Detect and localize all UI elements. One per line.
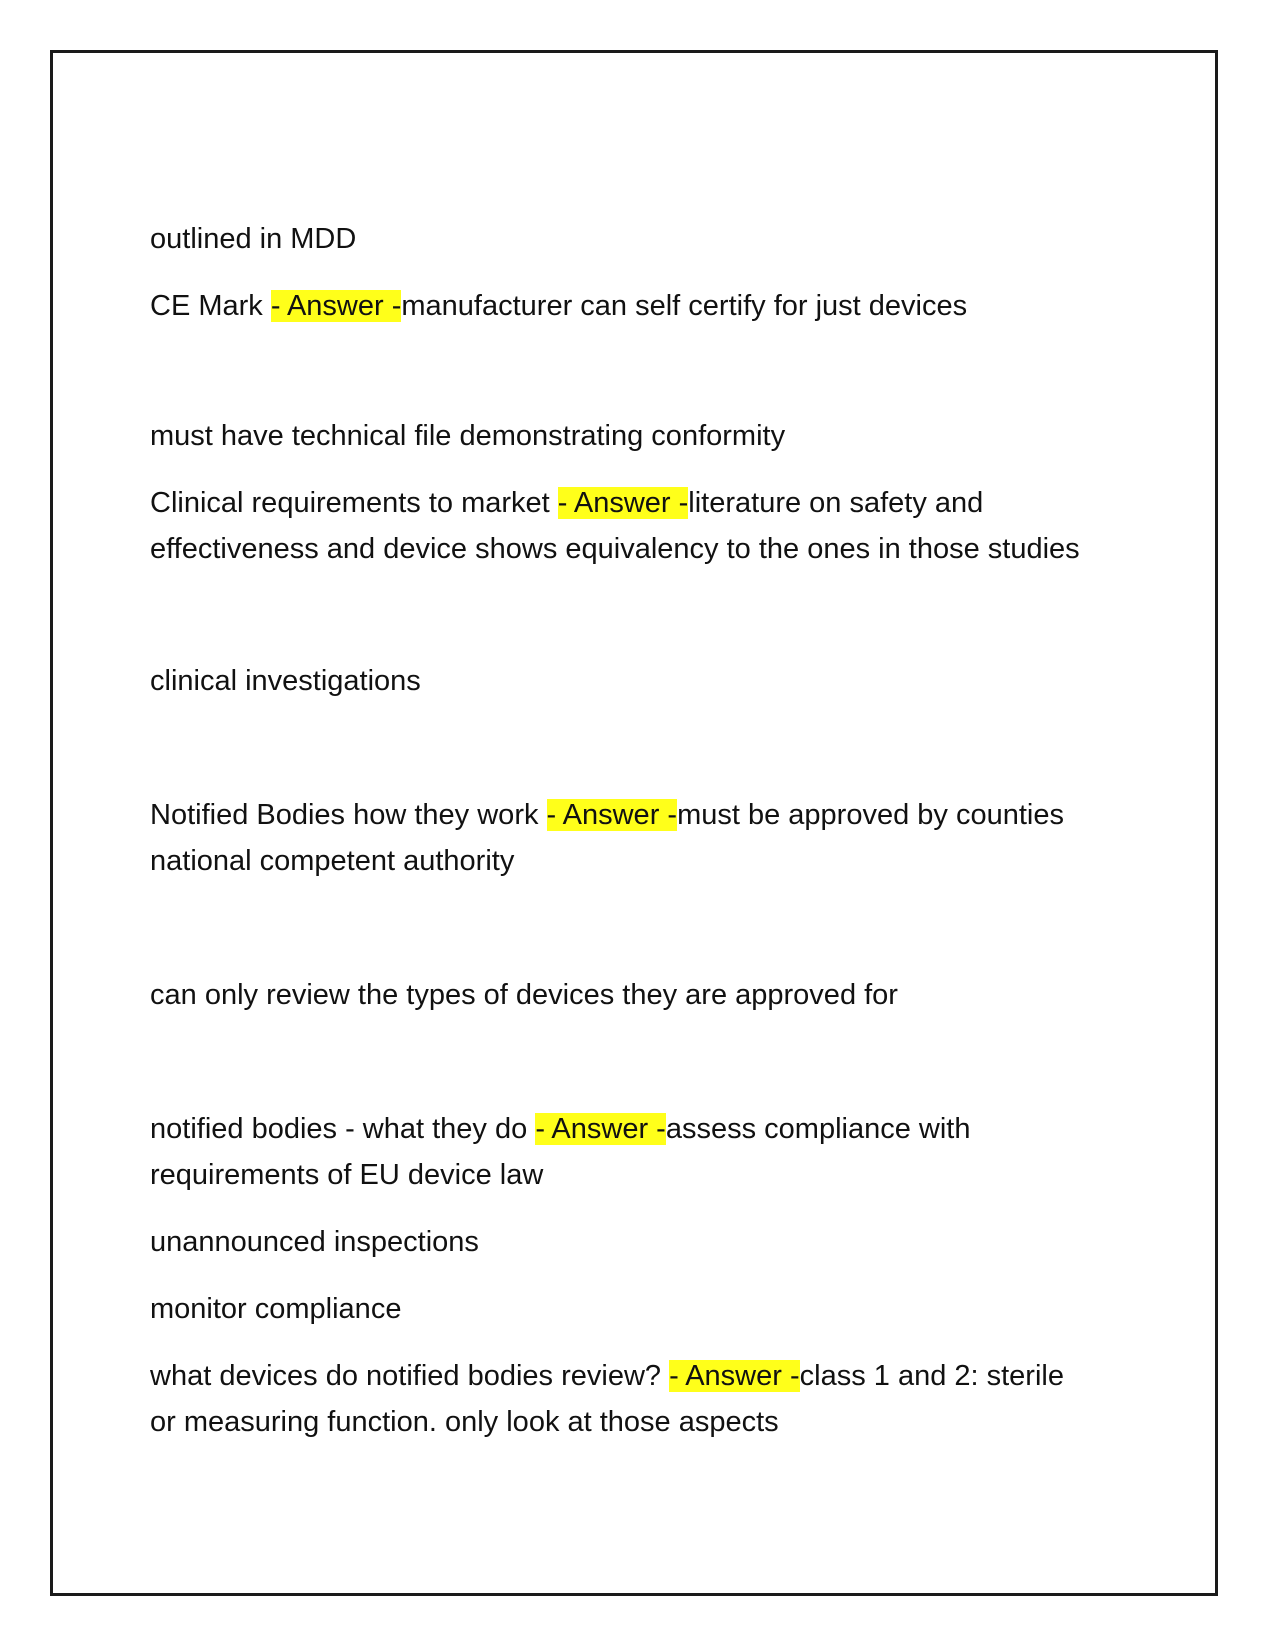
qa-line <box>150 480 983 526</box>
answer-text: must be approved by counties <box>677 799 1064 831</box>
question-text: CE Mark <box>150 290 271 322</box>
answer-continuation: national competent authority <box>150 845 515 877</box>
text-line: monitor compliance <box>150 1293 402 1325</box>
question-text: what devices do notified bodies review? <box>150 1360 670 1392</box>
text-line: outlined in MDD <box>150 223 357 255</box>
question-text: notified bodies - what they do <box>150 1113 536 1145</box>
answer-continuation: effectiveness and device shows equivalency to the ones in those studies <box>150 533 1080 565</box>
qa-line <box>150 283 967 329</box>
text-line: unannounced inspections <box>150 1226 479 1258</box>
qa-line <box>150 1353 1064 1399</box>
answer-marker: - Answer - <box>546 799 678 831</box>
answer-continuation: requirements of EU device law <box>150 1159 544 1191</box>
answer-marker: - Answer - <box>557 487 689 519</box>
answer-text: manufacturer can self certify for just devices <box>401 290 968 322</box>
answer-text: assess compliance with <box>665 1113 971 1145</box>
text-line: must have technical file demonstrating conformity <box>150 420 786 452</box>
answer-marker: - Answer - <box>669 1360 800 1392</box>
answer-text: literature on safety and <box>688 487 984 519</box>
qa-line <box>150 792 1064 838</box>
answer-text: class 1 and 2: sterile <box>799 1360 1064 1392</box>
question-text: Notified Bodies how they work <box>150 799 547 831</box>
answer-marker: - Answer - <box>270 290 402 322</box>
qa-line <box>150 1106 970 1152</box>
answer-marker: - Answer - <box>535 1113 666 1145</box>
text-line: can only review the types of devices they are approved for <box>150 979 898 1011</box>
question-text: Clinical requirements to market <box>150 487 558 519</box>
text-line: clinical investigations <box>150 665 421 697</box>
answer-continuation: or measuring function. only look at those aspects <box>150 1406 779 1438</box>
